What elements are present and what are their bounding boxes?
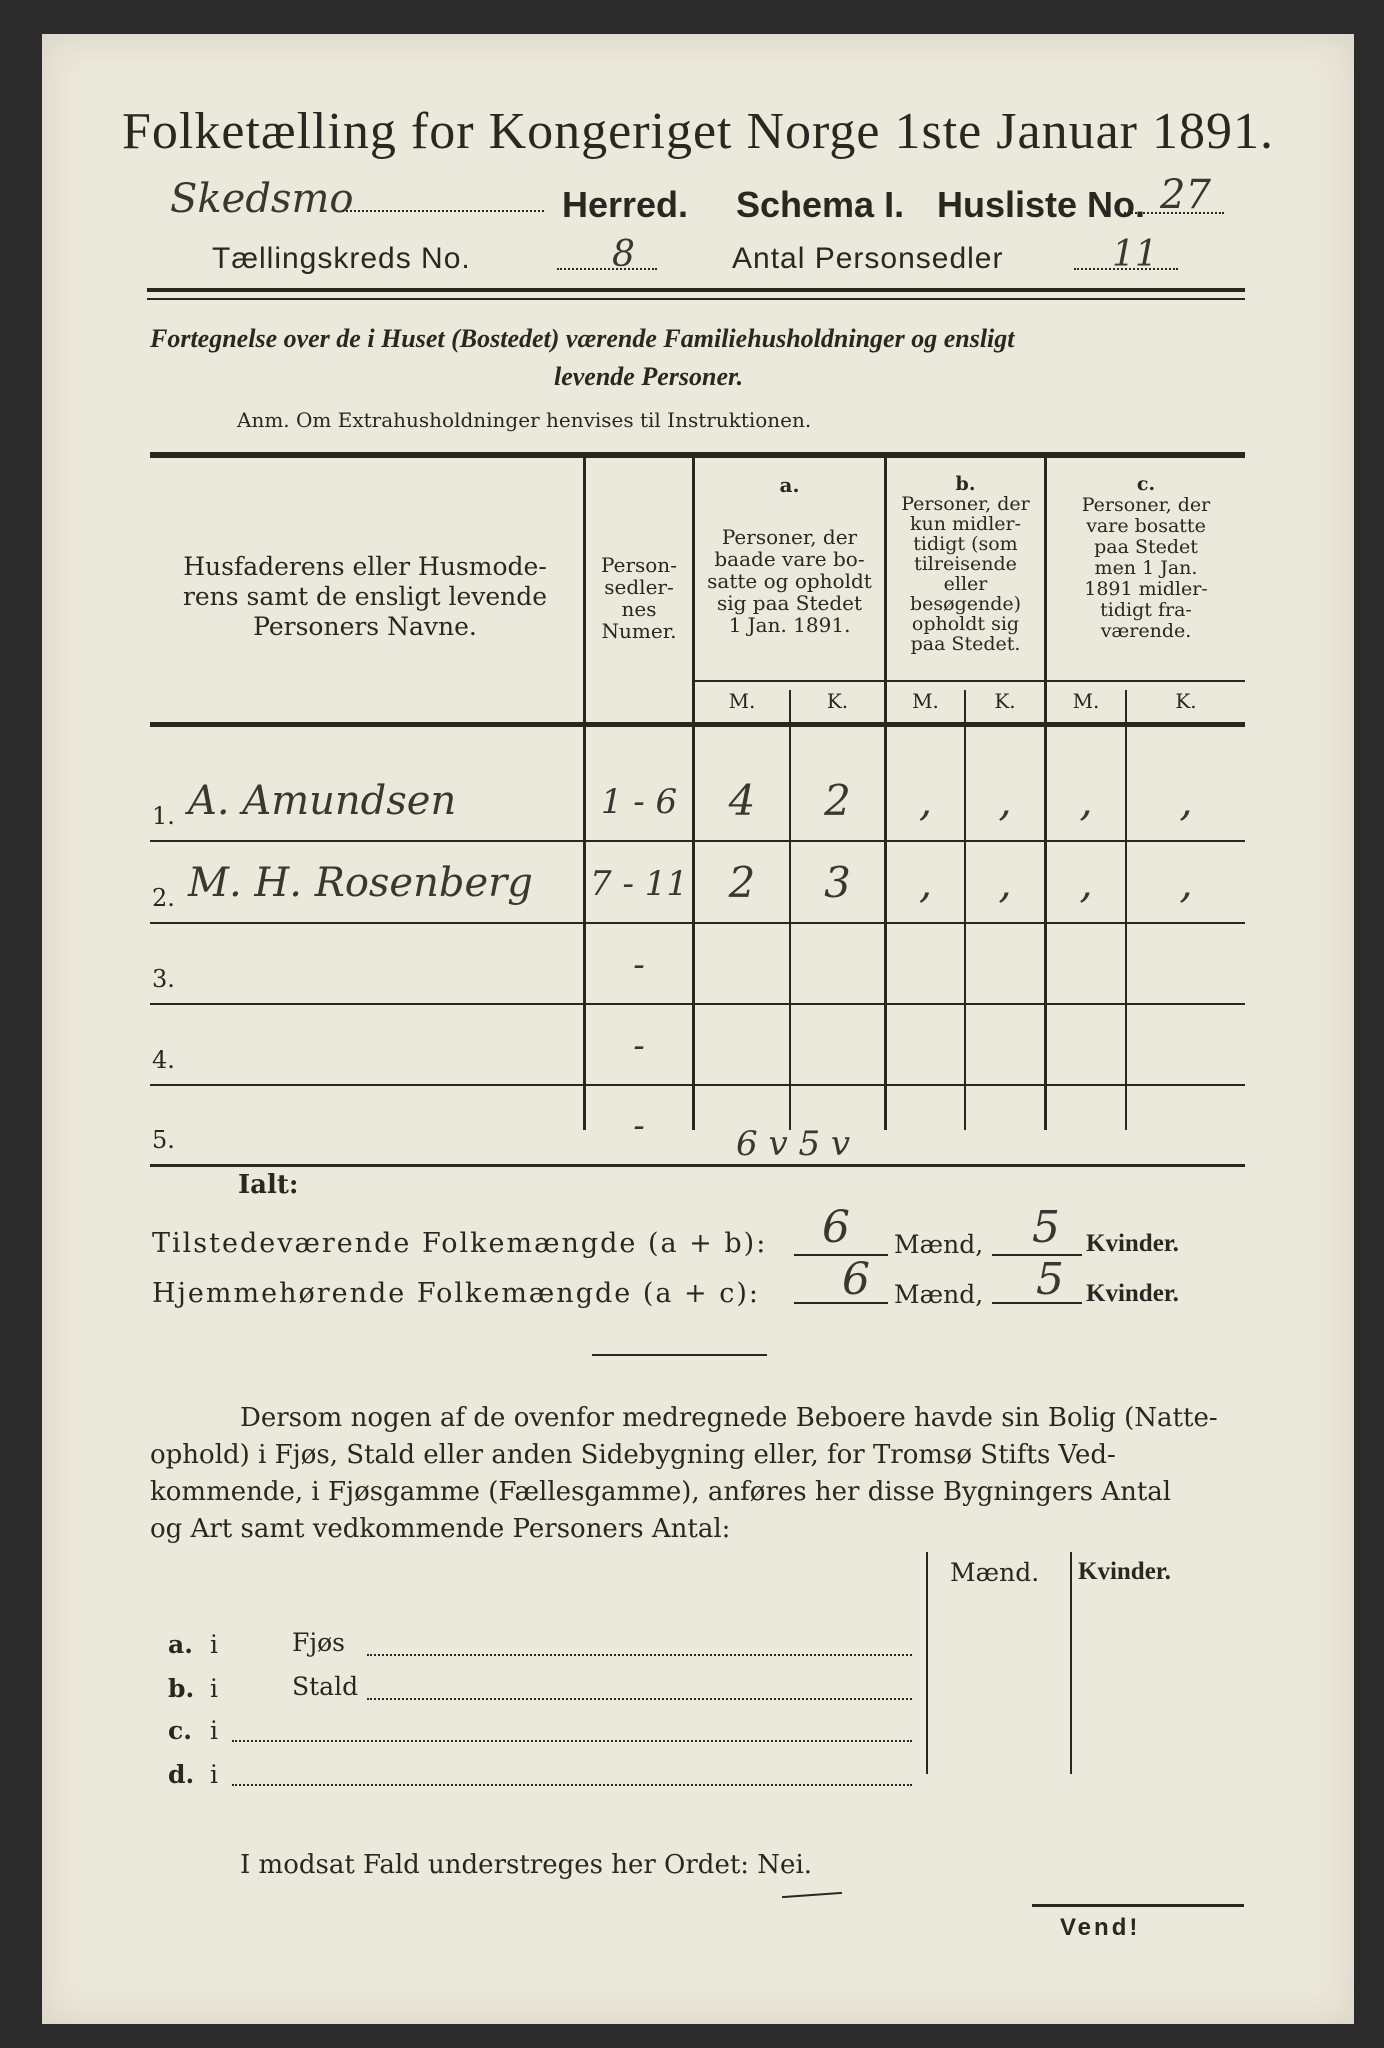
building-item-letter: a. [168,1630,193,1659]
col-b-header [887,474,1044,654]
building-item-label: Fjøs [292,1628,345,1657]
vend-label: Vend! [1060,1914,1141,1941]
col-b-line-6: besøgende) [909,593,1022,615]
nei-underline [782,1892,842,1898]
buildings-maend-head: Mænd. [950,1558,1040,1587]
col-b-line-2: kun midler- [909,513,1022,535]
buildings-vline-2 [1070,1552,1072,1774]
col-a-line-2: baade vare bo- [714,547,865,571]
col-names-line-2: rens samt de ensligt levende [182,582,548,611]
building-item-letter: d. [168,1760,195,1789]
col-c-letter: c. [1136,473,1156,495]
row-cell-cm: , [1079,858,1093,907]
husliste-label: Husliste No. [937,184,1146,225]
building-item-letter: c. [168,1716,192,1745]
row-cell-ck: , [1179,858,1193,907]
herred-dotted-line [342,210,544,212]
anm-note: Anm. Om Extrahusholdninger henvises til Instruktionen. [237,408,812,432]
col-a-header [695,474,884,636]
building-item-dotted-line [232,1784,912,1786]
tilstede-label: Tilstedeværende Folkemængde (a + b): [152,1228,768,1259]
building-item-label: Stald [292,1672,359,1701]
col-num-line-3: nes [621,597,657,621]
herred-label: Herred. [562,184,689,225]
a-k-label: K. [826,689,849,713]
hjemme-k-value: 5 [1036,1254,1064,1305]
buildings-paragraph [150,1400,1250,1548]
intro-line-1: Fortegnelse over de i Huset (Bostedet) værende Familiehusholdninger og ensligt [150,324,1015,353]
buildings-line-1: Dersom nogen af de ovenfor medregnede Beboere havde sin Bolig (Natte- [240,1403,1218,1433]
header-rule-1 [147,288,1245,292]
row-number: 2. [152,884,175,912]
row-cell-cm: , [1079,776,1093,825]
building-item-i: i [210,1630,218,1659]
row-cell-ak: 3 [824,858,851,907]
col-b-letter: b. [955,473,976,495]
buildings-vline-1 [926,1552,928,1774]
row-rule [150,840,1245,842]
row-number: 1. [152,802,175,830]
buildings-line-3: kommende, i Fjøsgamme (Fællesgamme), anføres her disse Bygningers Antal [150,1477,1172,1507]
header-rule-2 [147,298,1245,300]
col-names-header [150,552,580,642]
tilstede-kvinder-label: Kvinder. [1086,1230,1179,1257]
col-b-line-5: eller [943,573,988,595]
row-cell-am: 4 [728,776,756,825]
table-vline-a-mk [789,692,791,1130]
buildings-kvinder-head: Kvinder. [1078,1558,1171,1585]
col-a-line-4: sig paa Stedet [716,591,863,615]
hjemme-label: Hjemmehørende Folkemængde (a + c): [152,1278,760,1309]
table-vline-b-mk [964,692,966,1130]
row-name: A. Amundsen [188,778,457,824]
col-a-letter: a. [779,473,800,497]
col-c-line-5: 1891 midler- [1084,578,1208,600]
row-rule [150,1003,1245,1005]
col-a-line-5: 1 Jan. 1891. [728,613,851,637]
row-number: 5. [152,1126,175,1154]
hjemme-m-line [794,1302,888,1304]
row-cell-bk: , [998,776,1012,825]
form-title: Folketælling for Kongeriget Norge 1ste Januar 1891. [122,103,1274,160]
row-person-numbers: 7 - 11 [590,864,688,904]
vend-rule [1032,1904,1244,1907]
col-c-line-7: værende. [1100,620,1192,642]
tilstede-maend-label: Mænd, [894,1230,984,1259]
col-b-line-7: opholdt sig [911,613,1020,635]
c-k-label: K. [1175,689,1197,713]
kreds-dotted-line [557,268,657,270]
row-cell-ck: , [1179,776,1193,825]
c-m-label: M. [1072,689,1100,713]
buildings-line-2: ophold) i Fjøs, Stald eller anden Sidebygning eller, for Tromsø Stifts Ved- [150,1440,1116,1470]
col-num-line-2: sedler- [604,575,674,599]
col-b-line-4: tilreisende [914,553,1017,575]
col-names-line-1: Husfaderens eller Husmode- [183,552,547,581]
row-rule [150,1164,1245,1167]
row-person-numbers: - [633,945,645,985]
husliste-value: 27 [1160,172,1211,218]
col-c-line-1: Personer, der [1081,494,1211,516]
building-item-letter: b. [168,1674,195,1703]
tilstede-k-value: 5 [1032,1202,1060,1253]
tilstede-m-line [794,1254,888,1256]
col-c-line-2: vare bosatte [1086,515,1206,537]
building-item-dotted-line [367,1698,912,1700]
b-m-label: M. [912,689,939,713]
modsat-text: I modsat Fald understreges her Ordet: Nei. [240,1850,813,1880]
row-cell-bm: , [918,858,933,907]
col-c-line-4: men 1 Jan. [1094,557,1198,579]
antal-value: 11 [1112,234,1158,275]
col-b-line-8: paa Stedet. [910,633,1021,655]
col-b-line-1: Personer, der [901,493,1030,515]
col-num-line-4: Numer. [601,619,677,643]
row-cell-am: 2 [728,858,756,907]
buildings-line-4: og Art samt vedkommende Personers Antal: [150,1514,731,1544]
kreds-value: 8 [612,234,635,275]
row-person-numbers: - [633,1106,645,1146]
ialt-label: Ialt: [238,1170,299,1200]
hjemme-maend-label: Mænd, [894,1280,984,1309]
col-num-header [586,554,692,642]
antal-label: Antal Personsedler [732,242,1004,275]
row-cell-bm: , [918,776,933,825]
col-b-line-3: tidigt (som [913,533,1018,555]
building-item-i: i [210,1760,218,1789]
table-vline-c-mk [1125,692,1127,1130]
building-item-i: i [210,1716,218,1745]
census-form-page [42,34,1354,2024]
a-m-label: M. [728,689,756,713]
row-number: 3. [152,965,175,993]
row-name: M. H. Rosenberg [188,860,533,906]
totals-annotation: 6 v 5 v [736,1124,851,1164]
col-num-line-1: Person- [601,553,677,577]
row-number: 4. [152,1046,175,1074]
col-names-line-3: Personers Navne. [253,612,477,641]
col-a-line-1: Personer, der [721,525,858,549]
building-item-i: i [210,1674,218,1703]
schema-label: Schema I. [736,184,905,225]
col-a-line-3: satte og opholdt [707,569,872,593]
col-c-line-3: paa Stedet [1094,536,1198,558]
table-header-bottom-rule [150,722,1245,727]
row-rule [150,922,1245,924]
tilstede-m-value: 6 [822,1202,850,1253]
hjemme-kvinder-label: Kvinder. [1086,1280,1179,1307]
building-item-dotted-line [367,1654,912,1656]
row-person-numbers: 1 - 6 [600,782,678,822]
row-cell-ak: 2 [824,776,851,825]
totals-separator [592,1354,767,1356]
kreds-label: Tællingskreds No. [212,242,471,275]
table-top-rule [150,452,1245,458]
building-item-dotted-line [232,1740,912,1742]
mk-top-rule [695,680,1245,682]
intro-line-2: levende Personer. [554,362,744,391]
hjemme-m-value: 6 [842,1254,870,1305]
row-rule [150,1084,1245,1086]
b-k-label: K. [994,689,1016,713]
col-c-line-6: tidigt fra- [1100,599,1192,621]
col-c-header [1047,474,1245,642]
row-cell-bk: , [998,858,1012,907]
row-person-numbers: - [633,1026,645,1066]
herred-value: Skedsmo [170,176,354,222]
